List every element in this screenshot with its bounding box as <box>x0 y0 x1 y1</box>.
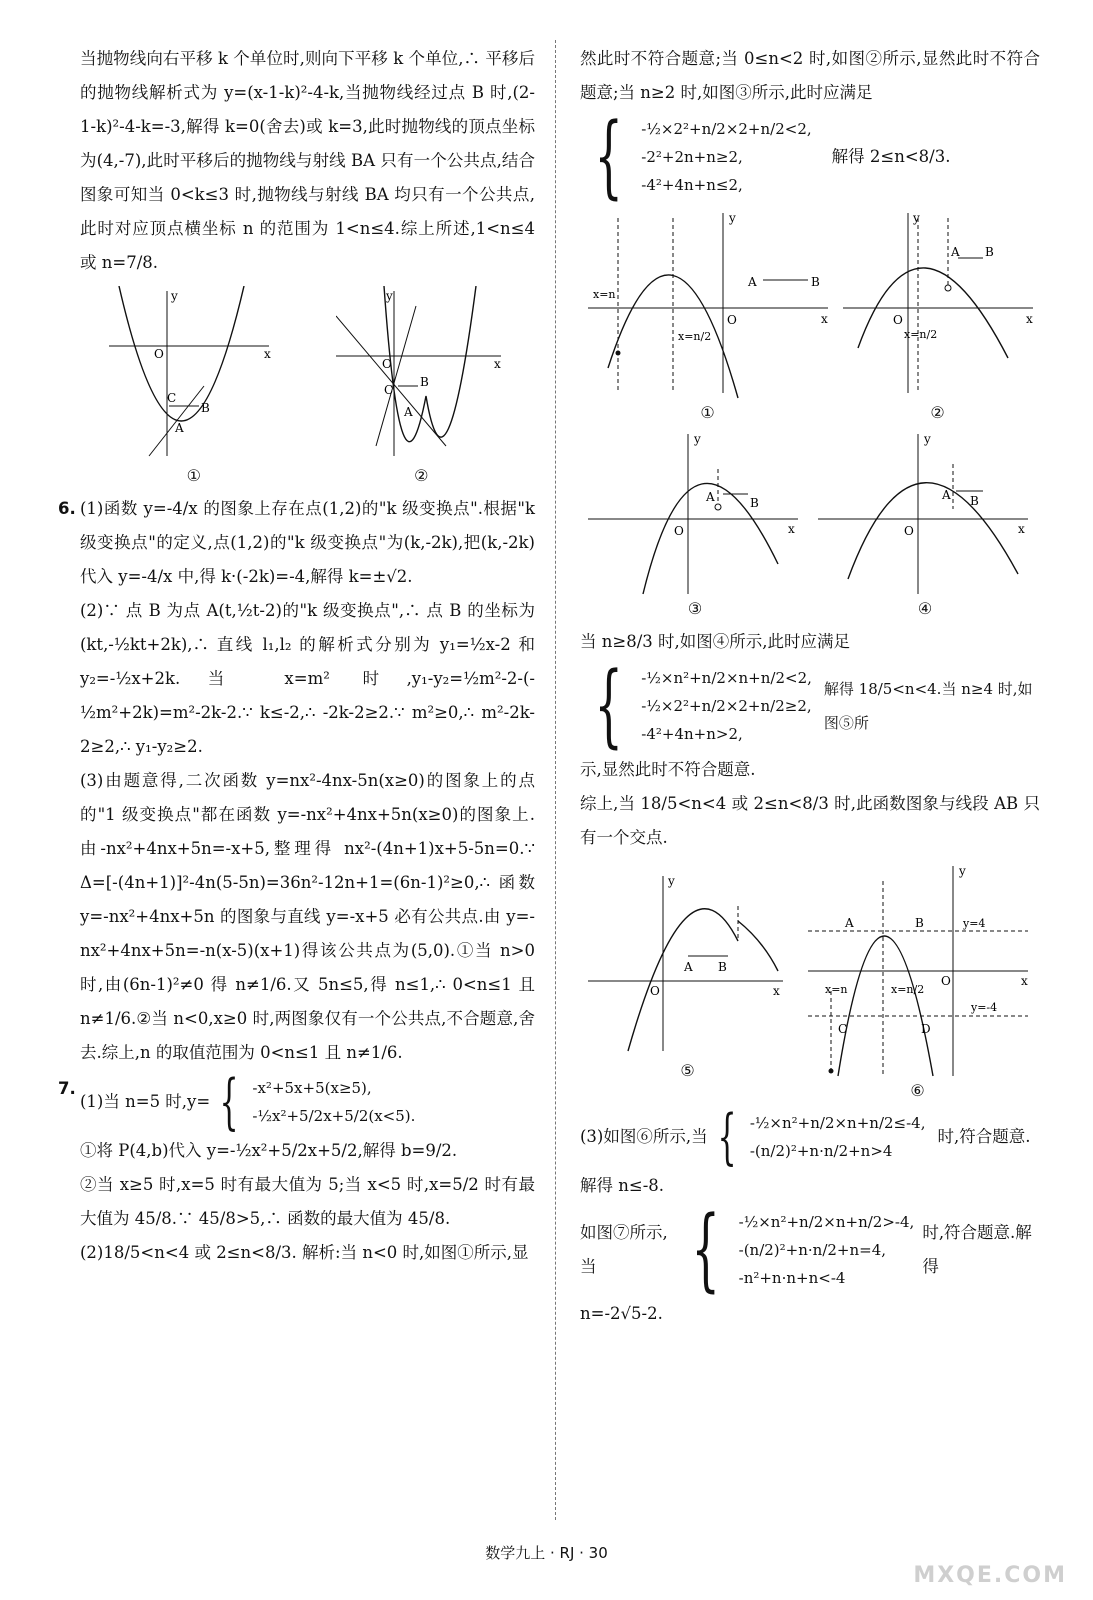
system-lines <box>739 1208 915 1292</box>
system-line: -n²+n·n+n<-4 <box>738 1269 846 1287</box>
figure-right-1 <box>583 208 833 423</box>
system-line: -4²+4n+n>2, <box>641 725 743 743</box>
system-line: -½×n²+n/2×n+n/2<2, <box>641 669 812 687</box>
system-lead: 如图⑦所示,当 <box>580 1223 668 1276</box>
brace: { <box>219 1067 239 1137</box>
svg-text:y: y <box>693 432 701 446</box>
system-line: -4²+4n+n≤2, <box>641 176 743 194</box>
figure-label: ④ <box>917 599 933 618</box>
parabola-graph-r4 <box>818 429 1033 599</box>
svg-text:x=n/2: x=n/2 <box>677 330 711 343</box>
parabola-graph-r5 <box>588 861 788 1061</box>
figure-label: ② <box>414 466 429 485</box>
svg-text:A: A <box>950 245 960 259</box>
svg-text:B: B <box>420 375 430 389</box>
question-number: 7. <box>58 1079 76 1098</box>
q7-part3: (2)18/5<n<4 或 2≤n<8/3. 解析:当 n<0 时,如图①所示,显 <box>80 1243 529 1262</box>
page-footer: 数学九上 · RJ · 30 <box>485 1544 608 1562</box>
svg-text:B: B <box>969 494 979 508</box>
svg-text:B: B <box>914 916 924 930</box>
svg-text:O: O <box>892 313 903 327</box>
figure-1-left <box>109 286 279 486</box>
svg-text:A: A <box>404 405 413 419</box>
system-line: -2²+2n+n≥2, <box>641 148 743 166</box>
svg-text:A: A <box>747 275 757 289</box>
figure-label: ③ <box>687 599 703 618</box>
brace: { <box>594 104 623 209</box>
brace: { <box>717 1102 737 1172</box>
parabola-graph-r2 <box>838 208 1038 403</box>
q7-part2: ②当 x≥5 时,x=5 时有最大值为 5;当 x<5 时,x=5/2 时有最大值为 45/8.∵ 45/8>5,∴ 函数的最大值为 45/8. <box>80 1175 535 1228</box>
figure-label: ⑥ <box>910 1081 925 1100</box>
system-result: 时,符合题意. <box>937 1127 1031 1146</box>
system-4 <box>580 1197 1040 1302</box>
question-7 <box>58 1067 535 1270</box>
q6-part3: (3)由题意得,二次函数 y=nx²-4nx-5n(x≥0)的图象上的点的"1 级变换点"都在函数 y=-nx²+4nx+5n(x≥0)的图象上.由-nx²+4nx+5n=-x+5,整理得 nx²-(4n+1)x+5-5n=0.∵ Δ=[-(4n+1)]²-4n(5-5n)=36n²-12n+1=(6n-1)²≥0,∴ 函数 y=-nx²+4nx+5n 的图象与直线 y=-x+5 必有公共点.由 y=-nx²+4nx+5n=-n(x-5)(x+1)得该公共点为(5,0).①当 n>0 时,由(6n-1)²≠0 得 n≠1/6.又 5n≤5,得 n≤1,∴ 0<n≤1 且 n≠1/6.②当 n<0,x≥0 时,两图象仅有一个公共点,不合题意,舍去.综上,n 的取值范围为 0<n≤1 且 n≠1/6. <box>80 771 535 1062</box>
svg-text:y: y <box>923 432 931 446</box>
column-divider <box>555 40 556 1520</box>
q7-system <box>252 1074 415 1130</box>
q6-part1: (1)函数 y=-4/x 的图象上存在点(1,2)的"k 级变换点".根据"k 级变换点"的定义,点(1,2)的"k 级变换点"为(k,-2k),把(k,-2k)代入 y=-4/x 中,得 k·(-2k)=-4,解得 k=±√2. <box>80 499 535 586</box>
right-paragraph-3: 示,显然此时不符合题意. <box>580 760 756 779</box>
svg-text:y=4: y=4 <box>962 917 985 930</box>
svg-text:O: O <box>673 524 684 538</box>
system-line: -½×2²+n/2×2+n/2≥2, <box>641 697 812 715</box>
system-result: 时,符合题意.解得 <box>922 1223 1032 1276</box>
paragraph-top: 当抛物线向右平移 k 个单位时,则向下平移 k 个单位,∴ 平移后的抛物线解析式为 y=(x-1-k)²-4-k,当抛物线经过点 B 时,(2-1-k)²-4-k=-3,解得 k=0(舍去)或 k=3,此时抛物线的顶点坐标为(4,-7),此时平移后的抛物线与射线 BA 只有一个公共点,结合图象可知当 0<k≤3 时,抛物线与射线 BA 均只有一个公共点,此时对应顶点横坐标 n 的范围为 1<n≤4.综上所述,1<n≤4 或 n=7/8. <box>80 49 535 272</box>
svg-text:y=-4: y=-4 <box>970 1001 997 1014</box>
svg-text:O: O <box>649 984 660 998</box>
svg-text:A: A <box>844 916 854 930</box>
svg-text:O: O <box>726 313 737 327</box>
figure-2-left <box>336 286 506 486</box>
question-number: 6. <box>58 499 76 518</box>
svg-text:B: B <box>810 275 820 289</box>
q7-piecewise <box>80 1067 535 1137</box>
figure-right-5 <box>588 861 788 1081</box>
svg-text:x: x <box>820 312 828 326</box>
figure-row-right-2 <box>580 429 1040 619</box>
svg-text:B: B <box>984 245 994 259</box>
svg-text:y: y <box>667 874 675 888</box>
system-line: -½×2²+n/2×2+n/2<2, <box>641 120 812 138</box>
svg-text:O: O <box>903 524 914 538</box>
q6-part2: (2)∵ 点 B 为点 A(t,½t-2)的"k 级变换点",∴ 点 B 的坐标为(kt,-½kt+2k),∴ 直线 l₁,l₂ 的解析式分别为 y₁=½x-2 和 y₂=-½x+2k.当 x=m² 时,y₁-y₂=½m²-2-(-½m²+2k)=m²-2k-2.∵ k≤-2,∴ -2k-2≥2.∵ m²≥0,∴ m²-2k-2≥2,∴ y₁-y₂≥2. <box>80 601 535 756</box>
watermark-logo <box>873 1512 1073 1590</box>
right-paragraph-2: 当 n≥8/3 时,如图④所示,此时应满足 <box>580 632 850 651</box>
svg-text:x: x <box>494 357 502 371</box>
svg-text:x: x <box>772 984 780 998</box>
svg-text:x: x <box>263 347 271 361</box>
system-lines <box>641 115 811 199</box>
question-6 <box>58 492 535 1070</box>
svg-text:x: x <box>1017 522 1025 536</box>
figure-row-left <box>80 286 535 486</box>
right-paragraph-6: 解得 n≤-8. <box>580 1176 665 1195</box>
svg-text:B: B <box>749 496 759 510</box>
right-paragraph-4: 综上,当 18/5<n<4 或 2≤n<8/3 时,此函数图象与线段 AB 只有一个交点. <box>580 794 1040 847</box>
right-paragraph-1: 然此时不符合题意;当 0≤n<2 时,如图②所示,显然此时不符合题意;当 n≥2 时,如图③所示,此时应满足 <box>580 49 1040 102</box>
figure-label: ⑤ <box>680 1061 695 1080</box>
svg-text:C: C <box>384 383 394 397</box>
right-column <box>580 42 1040 1331</box>
svg-text:A: A <box>941 488 951 502</box>
svg-text:x=n: x=n <box>824 983 848 996</box>
figure-right-2 <box>838 208 1038 423</box>
system-line: -½×n²+n/2×n+n/2≤-4, <box>749 1114 926 1132</box>
parabola-graph-r6 <box>803 861 1033 1081</box>
svg-text:y: y <box>958 864 966 878</box>
svg-text:A: A <box>683 960 693 974</box>
svg-text:B: B <box>200 401 210 415</box>
svg-text:O: O <box>940 974 951 988</box>
figure-row-right-1 <box>580 208 1040 423</box>
figure-row-right-3 <box>580 861 1040 1101</box>
q7-lead: (1)当 n=5 时,y= <box>80 1092 211 1111</box>
svg-text:x=n: x=n <box>592 288 616 301</box>
system-2 <box>580 653 1040 758</box>
svg-text:x=n/2: x=n/2 <box>890 983 924 996</box>
figure-label: ① <box>700 403 715 422</box>
svg-text:y: y <box>912 211 920 225</box>
system-line: -(n/2)²+n·n/2+n>4 <box>749 1142 893 1160</box>
parabola-graph-2 <box>336 286 506 466</box>
svg-text:x: x <box>1020 974 1028 988</box>
system-lines <box>750 1109 926 1165</box>
svg-text:O: O <box>153 347 164 361</box>
system-line: -½×n²+n/2×n+n/2>-4, <box>738 1213 915 1231</box>
system-line: -½x²+5/2x+5/2(x<5). <box>252 1107 416 1125</box>
svg-text:x: x <box>1025 312 1033 326</box>
svg-text:C: C <box>166 391 176 405</box>
svg-text:B: B <box>717 960 727 974</box>
figure-label: ① <box>186 466 201 485</box>
figure-right-6 <box>803 861 1033 1101</box>
left-column <box>58 42 535 1270</box>
q7-part1: ①将 P(4,b)代入 y=-½x²+5/2x+5/2,解得 b=9/2. <box>80 1141 458 1160</box>
figure-label: ② <box>930 403 945 422</box>
system-result: 解得 18/5<n<4.当 n≥4 时,如图⑤所 <box>823 680 1033 732</box>
right-paragraph-8: n=-2√5-2. <box>580 1304 663 1323</box>
svg-text:O: O <box>382 357 393 371</box>
brace: { <box>691 1197 721 1302</box>
figure-right-3 <box>588 429 803 619</box>
system-3 <box>580 1102 1040 1172</box>
parabola-graph-r3 <box>588 429 803 599</box>
svg-text:y: y <box>728 211 736 225</box>
svg-text:x=n/2: x=n/2 <box>903 328 937 341</box>
system-result: 解得 2≤n<8/3. <box>831 147 951 166</box>
svg-text:y: y <box>170 289 178 303</box>
figure-right-4 <box>818 429 1033 619</box>
svg-text:A: A <box>705 490 715 504</box>
parabola-graph-r1 <box>583 208 833 403</box>
system-1 <box>580 104 1040 209</box>
svg-text:y: y <box>386 289 394 303</box>
svg-text:D: D <box>920 1022 931 1036</box>
svg-text:C: C <box>837 1022 847 1036</box>
system-lines <box>641 664 812 748</box>
watermark-text: MXQE.COM <box>913 1563 1067 1588</box>
system-line: -x²+5x+5(x≥5), <box>252 1079 372 1097</box>
parabola-graph-1 <box>109 286 279 466</box>
svg-text:A: A <box>174 421 184 435</box>
system-lead: (3)如图⑥所示,当 <box>580 1127 708 1146</box>
svg-text:x: x <box>787 522 795 536</box>
brace: { <box>594 653 623 758</box>
system-line: -(n/2)²+n·n/2+n=4, <box>738 1241 887 1259</box>
